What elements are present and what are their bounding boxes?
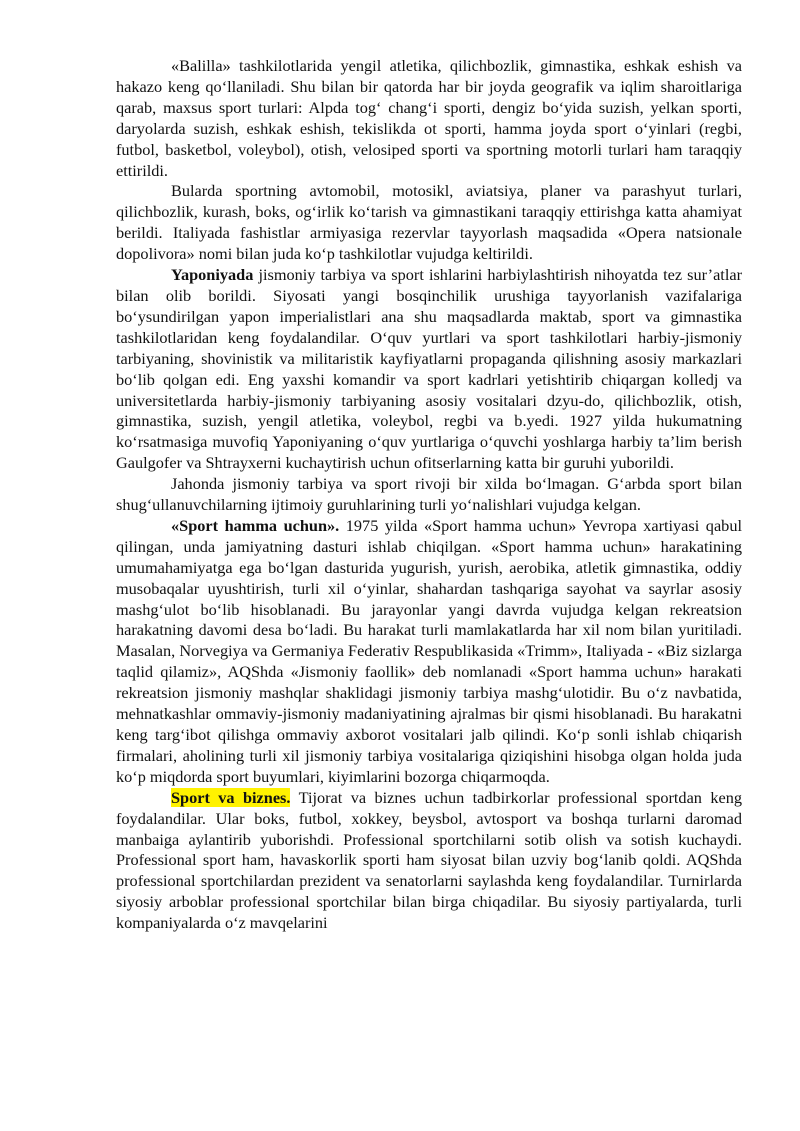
paragraph-lead-heading: Yaponiyada	[171, 265, 254, 285]
highlighted-lead-heading: Sport va biznes.	[171, 787, 291, 807]
document-page	[116, 56, 742, 934]
paragraph-sport-and-business	[116, 788, 742, 934]
paragraph-text: Tijorat va biznes uchun tadbirkorlar professional sportdan keng foydalandilar. Ular boks, futbol, xokkey, beysbol, avtosport va boshqa turlarni daromad manbaiga aylantirib yuborishdi. Professional sportchilarni sotib olish va sotish kuchaydi. Professional sport ham, havaskorlik sporti ham siyosat bilan uzviy bog‘lanib qoldi. AQShda professional sportchilardan prezident va senatorlarni saylashda keng foydalandilar. Turnirlarda siyosiy arboblar professional sportchilar bilan birga chiqadilar. Bu siyosiy partiyalarda, turli kompaniyalarda o‘z mavqelarini	[116, 787, 742, 933]
paragraph-world-sport	[116, 474, 742, 516]
paragraph-sport-types	[116, 181, 742, 265]
paragraph-text: «Balilla» tashkilotlarida yengil atletika, qilichbozlik, gimnastika, eshkak eshish va hakazo keng qo‘llaniladi. Shu bilan bir qatorda har bir joyda geografik va iqlim sharoitlariga qarab, maxsus sport turlari: Alpda tog‘ chang‘i sporti, dengiz bo‘yida suzish, yelkan sporti, daryolarda suzish, eshkak eshish, tekislikda ot sporti, hamma joyda sport o‘yinlari (regbi, futbol, basketbol, voleybol), otish, velosiped sporti va sportning motorli turlari ham taraqqiy ettirildi.	[116, 56, 742, 180]
paragraph-text: Bularda sportning avtomobil, motosikl, aviatsiya, planer va parashyut turlari, qilichbozlik, kurash, boks, og‘irlik ko‘tarish va gimnastikani taraqqiy ettirishga katta ahamiyat berildi. Italiyada fashistlar armiyasiga rezervlar tayyorlash maqsadida «Opera natsionale dopolivora» nomi bilan juda ko‘p tashkilotlar vujudga keltirildi.	[116, 181, 742, 264]
paragraph-balilla	[116, 56, 742, 181]
paragraph-lead-heading: «Sport hamma uchun».	[171, 515, 340, 535]
paragraph-text: Jahonda jismoniy tarbiya va sport rivoji bir xilda bo‘lmagan. G‘arbda sport bilan shug‘ullanuvchilarning ijtimoiy guruhlarining turli yo‘nalishlari vujudga kelgan.	[116, 474, 742, 515]
paragraph-japan	[116, 265, 742, 474]
paragraph-text: jismoniy tarbiya va sport ishlarini harbiylashtirish nihoyatda tez sur’atlar bilan olib borildi. Siyosati yangi bosqinchilik urushiga tayyorlanish vazifalariga bo‘ysundirilgan yapon imperialistlari ana shu maqsadlarda maktab, sport va gimnastika tashkilotlaridan keng foydalandilar. O‘quv yurtlari va sport tashkilotlari harbiy-jismoniy tarbiyaning, shovinistik va militaristik kayfiyatlarni propaganda qilishning asosiy markazlari bo‘lib qolgan edi. Eng yaxshi komandir va sport kadrlari yetishtirib chiqargan kolledj va universitetlarda harbiy-jismoniy tarbiyaning asosiy vositalari dzyu-do, qilichbozlik, otish, gimnastika, suzish, yengil atletika, voleybol, regbi va b.yedi. 1927 yilda hukumatning ko‘rsatmasiga muvofiq Yaponiyaning o‘quv yurtlariga o‘quvchi yoshlarga harbiy ta’lim berish Gaulgofer va Shtrayxerni kuchaytirish uchun ofitserlarning katta bir guruhi yuborildi.	[116, 265, 742, 473]
paragraph-sport-for-all	[116, 516, 742, 788]
paragraph-text: 1975 yilda «Sport hamma uchun» Yevropa xartiyasi qabul qilingan, unda jamiyatning dasturi ishlab chiqilgan. «Sport hamma uchun» harakatining umumahamiyatga ega bo‘lgan dasturida yugurish, yurish, aerobika, atletik gimnastika, oddiy musobaqalar uyushtirish, turli xil o‘yinlar, shahardan tashqariga sayohat va sayrlar asosiy mashg‘ulot bo‘lib hisoblanadi. Bu jarayonlar yangi davrda vujudga kelgan rekreatsion harakatning davomi desa bo‘ladi. Bu harakat turli mamlakatlarda har xil nom bilan yuritiladi. Masalan, Norvegiya va Germaniya Federativ Respublikasida «Trimm», Italiyada - «Biz sizlarga taqlid qilamiz», AQShda «Jismoniy faollik» deb nomlanadi «Sport hamma uchun» harakati rekreatsion jismoniy mashqlar shaklidagi jismoniy tarbiya mashg‘ulotidir. Bu o‘z navbatida, mehnatkashlar ommaviy-jismoniy madaniyatining ajralmas bir qismi hisoblanadi. Bu harakatni keng targ‘ibot qilishga ommaviy axborot vositalari jalb qilindi. Ko‘p sonli ishlab chiqarish firmalari, aholining turli xil jismoniy tarbiya vositalariga qiziqishini hisobga olgan holda juda ko‘p miqdorda sport buyumlari, kiyimlarini bozorga chiqarmoqda.	[116, 515, 742, 786]
